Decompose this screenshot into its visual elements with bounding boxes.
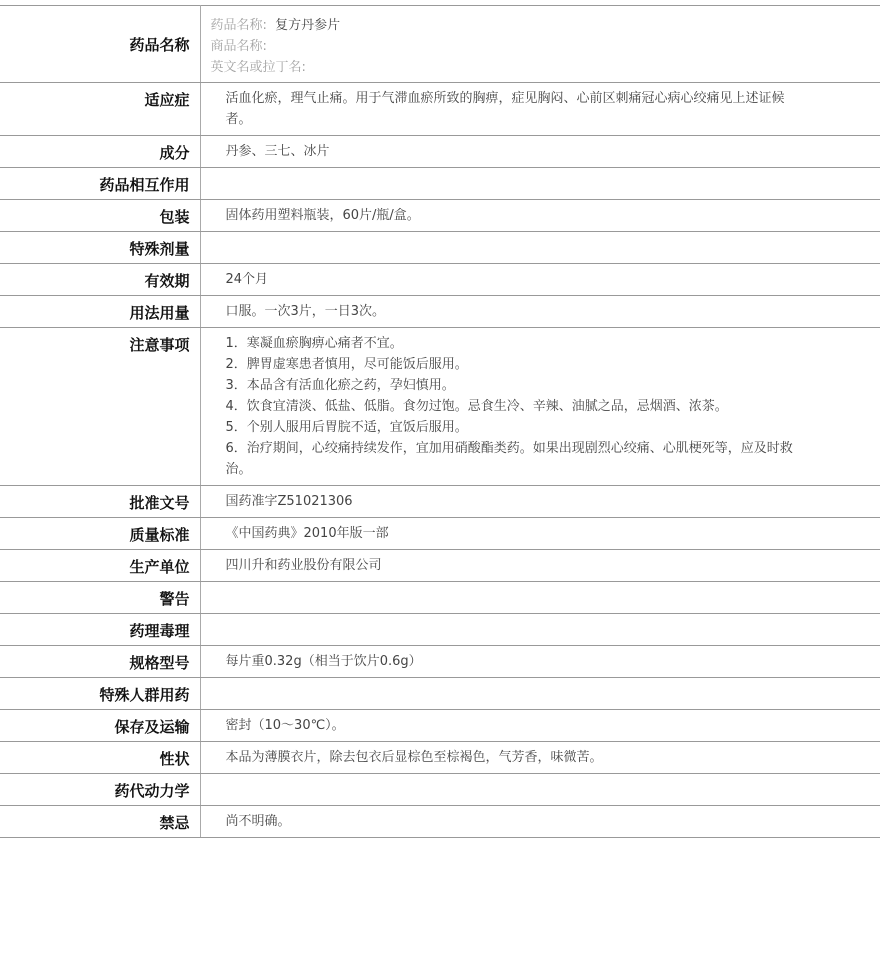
value-pharmacokinetics <box>200 774 880 806</box>
generic-name-key: 药品名称: <box>210 18 267 33</box>
value-ingredients: 丹参、三七、冰片 <box>200 136 880 168</box>
row-shelf-life <box>0 264 880 296</box>
row-properties <box>0 742 880 774</box>
precaution-item: 2．脾胃虚寒患者慎用，尽可能饭后服用。 <box>225 357 468 372</box>
row-precautions <box>0 328 880 486</box>
value-usage: 口服。一次3片，一日3次。 <box>200 296 880 328</box>
value-special-groups <box>200 678 880 710</box>
value-standard: 《中国药典》2010年版一部 <box>200 518 880 550</box>
row-ingredients <box>0 136 880 168</box>
value-indications: 活血化瘀，理气止痛。用于气滞血瘀所致的胸痹，症见胸闷、心前区刺痛冠心病心绞痛见上述证候者。 <box>200 83 880 136</box>
label-contraindications: 禁忌 <box>0 806 200 838</box>
row-pharmacology <box>0 614 880 646</box>
value-warning <box>200 582 880 614</box>
trade-name-line <box>211 36 871 57</box>
row-warning <box>0 582 880 614</box>
value-pharmacology <box>200 614 880 646</box>
row-drug-name <box>0 6 880 83</box>
row-packaging <box>0 200 880 232</box>
label-interactions: 药品相互作用 <box>0 168 200 200</box>
label-storage: 保存及运输 <box>0 710 200 742</box>
row-special-groups <box>0 678 880 710</box>
value-interactions <box>200 168 880 200</box>
label-packaging: 包装 <box>0 200 200 232</box>
row-special-dosage <box>0 232 880 264</box>
value-properties: 本品为薄膜衣片，除去包衣后显棕色至棕褐色，气芳香，味微苦。 <box>200 742 880 774</box>
row-interactions <box>0 168 880 200</box>
label-properties: 性状 <box>0 742 200 774</box>
label-usage: 用法用量 <box>0 296 200 328</box>
label-specification: 规格型号 <box>0 646 200 678</box>
precaution-item: 6．治疗期间，心绞痛持续发作，宜加用硝酸酯类药。如果出现剧烈心绞痛、心肌梗死等，应及时救治。 <box>225 441 793 477</box>
value-special-dosage <box>200 232 880 264</box>
label-approval: 批准文号 <box>0 486 200 518</box>
generic-name-line <box>211 15 871 36</box>
generic-name-value: 复方丹参片 <box>275 18 341 33</box>
row-storage <box>0 710 880 742</box>
label-pharmacokinetics: 药代动力学 <box>0 774 200 806</box>
label-drug-name: 药品名称 <box>0 6 200 83</box>
english-name-key: 英文名或拉丁名: <box>210 60 306 75</box>
row-specification <box>0 646 880 678</box>
english-name-line <box>211 57 871 78</box>
value-approval: 国药准字Z51021306 <box>200 486 880 518</box>
row-usage <box>0 296 880 328</box>
label-special-dosage: 特殊剂量 <box>0 232 200 264</box>
value-shelf-life: 24个月 <box>200 264 880 296</box>
label-standard: 质量标准 <box>0 518 200 550</box>
label-precautions: 注意事项 <box>0 328 200 486</box>
precaution-item: 5．个别人服用后胃脘不适，宜饭后服用。 <box>225 420 468 435</box>
precaution-item: 1．寒凝血瘀胸痹心痛者不宜。 <box>225 336 403 351</box>
label-warning: 警告 <box>0 582 200 614</box>
row-indications <box>0 83 880 136</box>
label-special-groups: 特殊人群用药 <box>0 678 200 710</box>
precaution-item: 4．饮食宜清淡、低盐、低脂。食勿过饱。忌食生冷、辛辣、油腻之品，忌烟酒、浓茶。 <box>225 399 728 414</box>
value-contraindications: 尚不明确。 <box>200 806 880 838</box>
value-drug-name <box>200 6 880 83</box>
row-standard <box>0 518 880 550</box>
label-indications: 适应症 <box>0 83 200 136</box>
row-pharmacokinetics <box>0 774 880 806</box>
label-ingredients: 成分 <box>0 136 200 168</box>
precaution-item: 3．本品含有活血化瘀之药，孕妇慎用。 <box>225 378 455 393</box>
row-manufacturer <box>0 550 880 582</box>
value-precautions <box>200 328 880 486</box>
label-pharmacology: 药理毒理 <box>0 614 200 646</box>
trade-name-key: 商品名称: <box>210 39 267 54</box>
row-approval <box>0 486 880 518</box>
row-contraindications <box>0 806 880 838</box>
value-packaging: 固体药用塑料瓶装，60片/瓶/盒。 <box>200 200 880 232</box>
label-manufacturer: 生产单位 <box>0 550 200 582</box>
value-manufacturer: 四川升和药业股份有限公司 <box>200 550 880 582</box>
value-storage: 密封（10～30℃）。 <box>200 710 880 742</box>
drug-spec-table <box>0 5 880 838</box>
label-shelf-life: 有效期 <box>0 264 200 296</box>
value-specification: 每片重0.32g（相当于饮片0.6g） <box>200 646 880 678</box>
